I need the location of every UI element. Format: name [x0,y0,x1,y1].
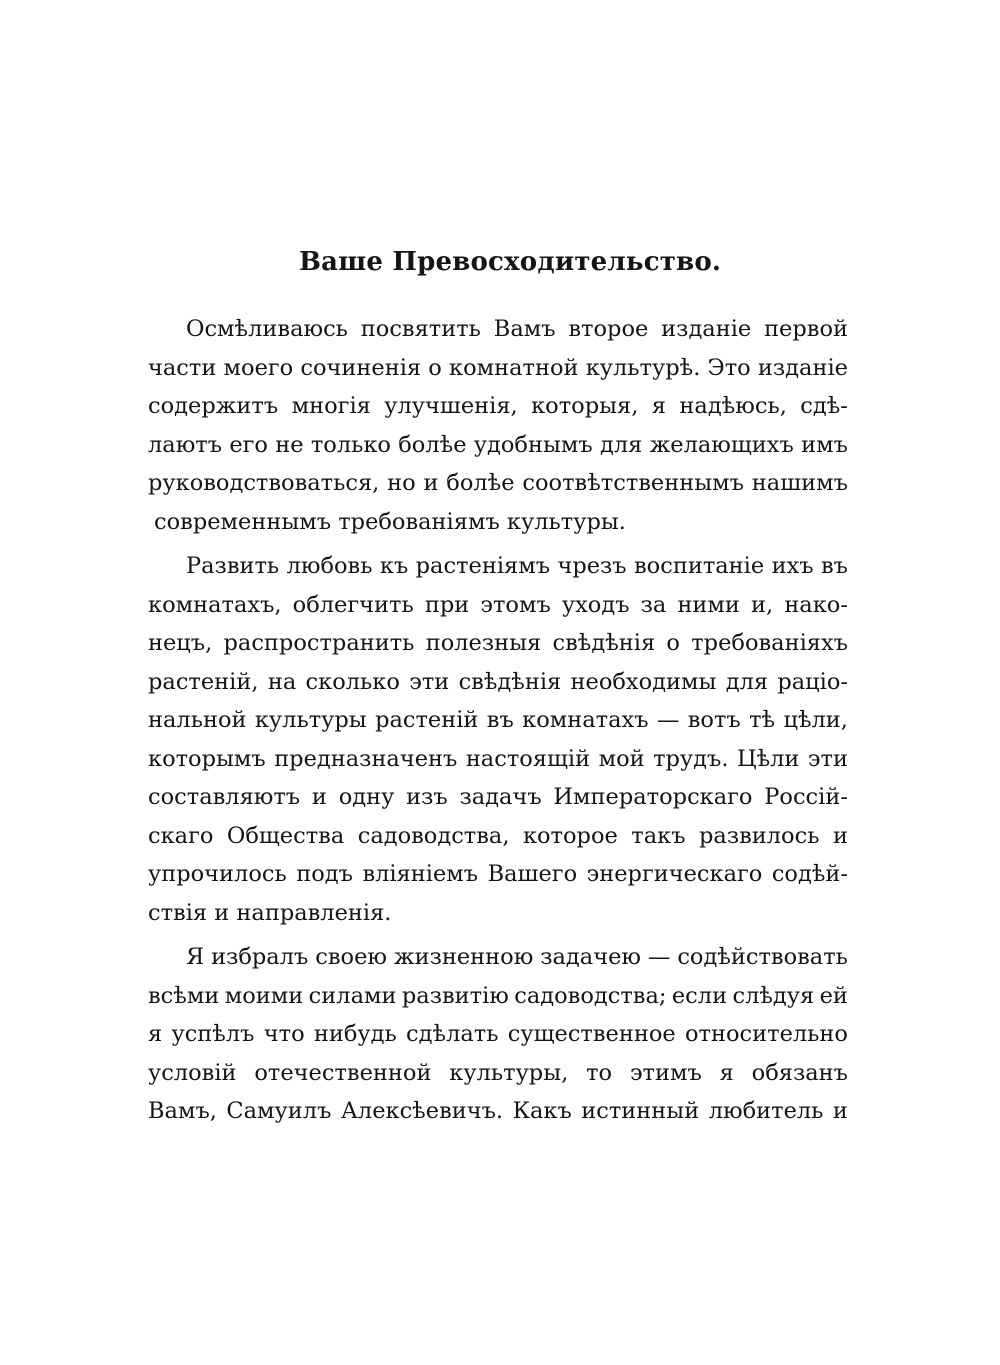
word: культуры [254,707,367,733]
word: полезныя [425,630,542,656]
word: тѣ [749,707,776,733]
text-line [148,1015,848,1054]
word: которыя, [531,393,639,419]
word: трудъ. [653,745,729,772]
word: свѣдѣнія [552,630,656,656]
word: я [148,1021,163,1047]
word: эти [409,668,450,695]
word: которое [522,822,618,849]
word: задачею [540,944,641,970]
word: скаго [148,822,214,849]
word: упрочилось [148,861,287,887]
word: изданіе [661,316,752,342]
word: распространить [223,630,415,656]
word: — [656,707,680,733]
text-line [148,426,848,465]
paragraph-1 [148,310,848,541]
word: на [267,668,297,695]
word: части [148,354,217,381]
word: и [832,1098,848,1124]
word: сдѣ- [800,393,848,419]
text-line [148,855,848,894]
word: я [651,393,666,419]
word: воспитаніе [634,553,765,579]
word: нако- [784,591,848,618]
word: садоводства; [514,982,667,1009]
word: существенное [507,1021,676,1047]
word: уходъ [561,591,630,618]
word: моими [224,982,304,1009]
word: Вашего [487,861,578,887]
text-line [148,547,848,586]
word: Россій- [764,784,848,810]
word: которымъ [148,745,266,772]
word: не [275,431,304,458]
word: относительно [684,1021,848,1047]
salutation-heading: Ваше Превосходительство. [299,247,722,277]
word: сдѣлать [406,1021,499,1047]
text-line: ствія и направленія. [148,899,392,926]
word: и [311,784,327,810]
word: любитель [708,1098,824,1124]
word: мой [598,745,645,772]
word: нибудь [313,1021,397,1047]
word: комнатахъ [522,707,649,733]
word: истинный [581,1098,700,1124]
word: облегчить [292,591,414,618]
word: Это [707,354,751,381]
word: требованіяхъ [691,630,848,656]
text-line [148,624,848,663]
word: его [229,431,268,458]
word: если [671,982,728,1009]
word: Алексѣевичъ. [340,1098,504,1124]
word: но [387,470,416,496]
word: чрезъ [557,553,627,579]
word: всѣми [148,982,220,1009]
word: для [599,431,643,458]
text-line [148,938,848,977]
word: растеніямъ [415,553,551,579]
word: къ [379,553,409,579]
word: второе [568,316,649,342]
word: силами [308,982,397,1009]
text-line [148,740,848,779]
word: и [423,470,439,496]
word: — [647,944,671,970]
word: что [263,1021,305,1047]
word: о [428,354,442,381]
word: содѣйствовать [677,944,848,970]
word: изъ [406,784,448,810]
word: то [586,1059,613,1086]
text-line [148,977,848,1016]
word: Развить [186,553,280,579]
word: лаютъ [148,431,223,458]
text-line: современнымъ требованіямъ культуры. [154,508,626,535]
word: руководствоваться, [148,470,380,496]
word: Императорскаго [553,784,753,810]
word: соотвѣтственнымъ [522,470,744,496]
word: въ [486,707,514,733]
word: Общества [226,822,345,849]
text-line [148,586,848,625]
word: эти [807,745,848,772]
word: раціо- [777,668,848,695]
word: нашимъ [751,470,848,496]
word: обязанъ [751,1059,848,1086]
word: избралъ [211,944,309,970]
text-line [148,817,848,856]
word: садоводства, [357,822,510,849]
word: я [719,1059,734,1086]
word: подъ [296,861,353,887]
word: болѣе [398,431,467,458]
word: культурѣ. [585,354,701,381]
word: цѣли, [783,707,848,733]
word: одну [338,784,395,810]
word: изданіе [757,354,848,381]
word: свѣдѣнія [458,668,562,695]
word: для [725,668,769,695]
word: любовь [286,553,373,579]
text-line [148,778,848,817]
word: энергическаго [586,861,763,887]
word: настоящій [465,745,591,772]
word: условій [148,1059,237,1086]
word: культуры, [449,1059,569,1086]
text-line [148,387,848,426]
word: содѣй- [771,861,848,887]
word: нецъ, [148,630,213,656]
word: задачъ [459,784,542,810]
word: только [310,431,391,458]
paragraph-2 [148,547,848,932]
word: и [832,822,848,849]
word: предназначенъ [274,745,458,772]
word: Какъ [512,1098,572,1124]
text-line [148,1092,848,1131]
word: моего [223,354,294,381]
text-line [148,310,848,349]
word: успѣлъ [171,1021,255,1047]
word: отечественной [254,1059,432,1086]
word: Вамъ, [148,1098,217,1124]
word: посвятить [360,316,481,342]
word: сочиненія [300,354,422,381]
word: Я [186,944,205,970]
word: сколько [305,668,400,695]
word: Осмѣливаюсь [186,316,348,342]
word: ихъ [771,553,814,579]
word: болѣе [446,470,515,496]
text-line [148,1054,848,1093]
text-line [148,663,848,702]
word: желающихъ [649,431,794,458]
word: нальной [148,707,247,733]
paragraph-3 [148,938,848,1131]
word: надѣюсь, [679,393,787,419]
word: при [424,591,470,618]
word: Самуилъ [226,1098,332,1124]
word: такъ [631,822,686,849]
word: Цѣли [736,745,800,772]
word: вліяніемъ [362,861,479,887]
word: своею [315,944,387,970]
word: улучшенія, [384,393,518,419]
word: комнатной [449,354,579,381]
text-line [148,464,848,503]
word: развилось [699,822,820,849]
word: растеній, [148,668,259,695]
word: слѣдуя [732,982,815,1009]
word: Вамъ [493,316,556,342]
word: содержитъ [148,393,279,419]
word: первой [764,316,848,342]
word: составляютъ [148,784,301,810]
word: о [666,630,680,656]
dedication-text [148,310,848,1137]
word: за [640,591,667,618]
word: ей [819,982,848,1009]
word: вотъ [687,707,741,733]
word: комнатахъ, [148,591,282,618]
word: развитію [401,982,509,1009]
word: этомъ [480,591,551,618]
word: необходимы [570,668,717,695]
word: и, [751,591,774,618]
word: имъ [801,431,848,458]
word: этимъ [629,1059,702,1086]
word: удобнымъ [473,431,593,458]
word: многія [291,393,371,419]
word: растеній [375,707,479,733]
word: жизненною [393,944,534,970]
text-line [148,701,848,740]
word: въ [821,553,848,579]
word: ними [677,591,740,618]
text-line [148,349,848,388]
